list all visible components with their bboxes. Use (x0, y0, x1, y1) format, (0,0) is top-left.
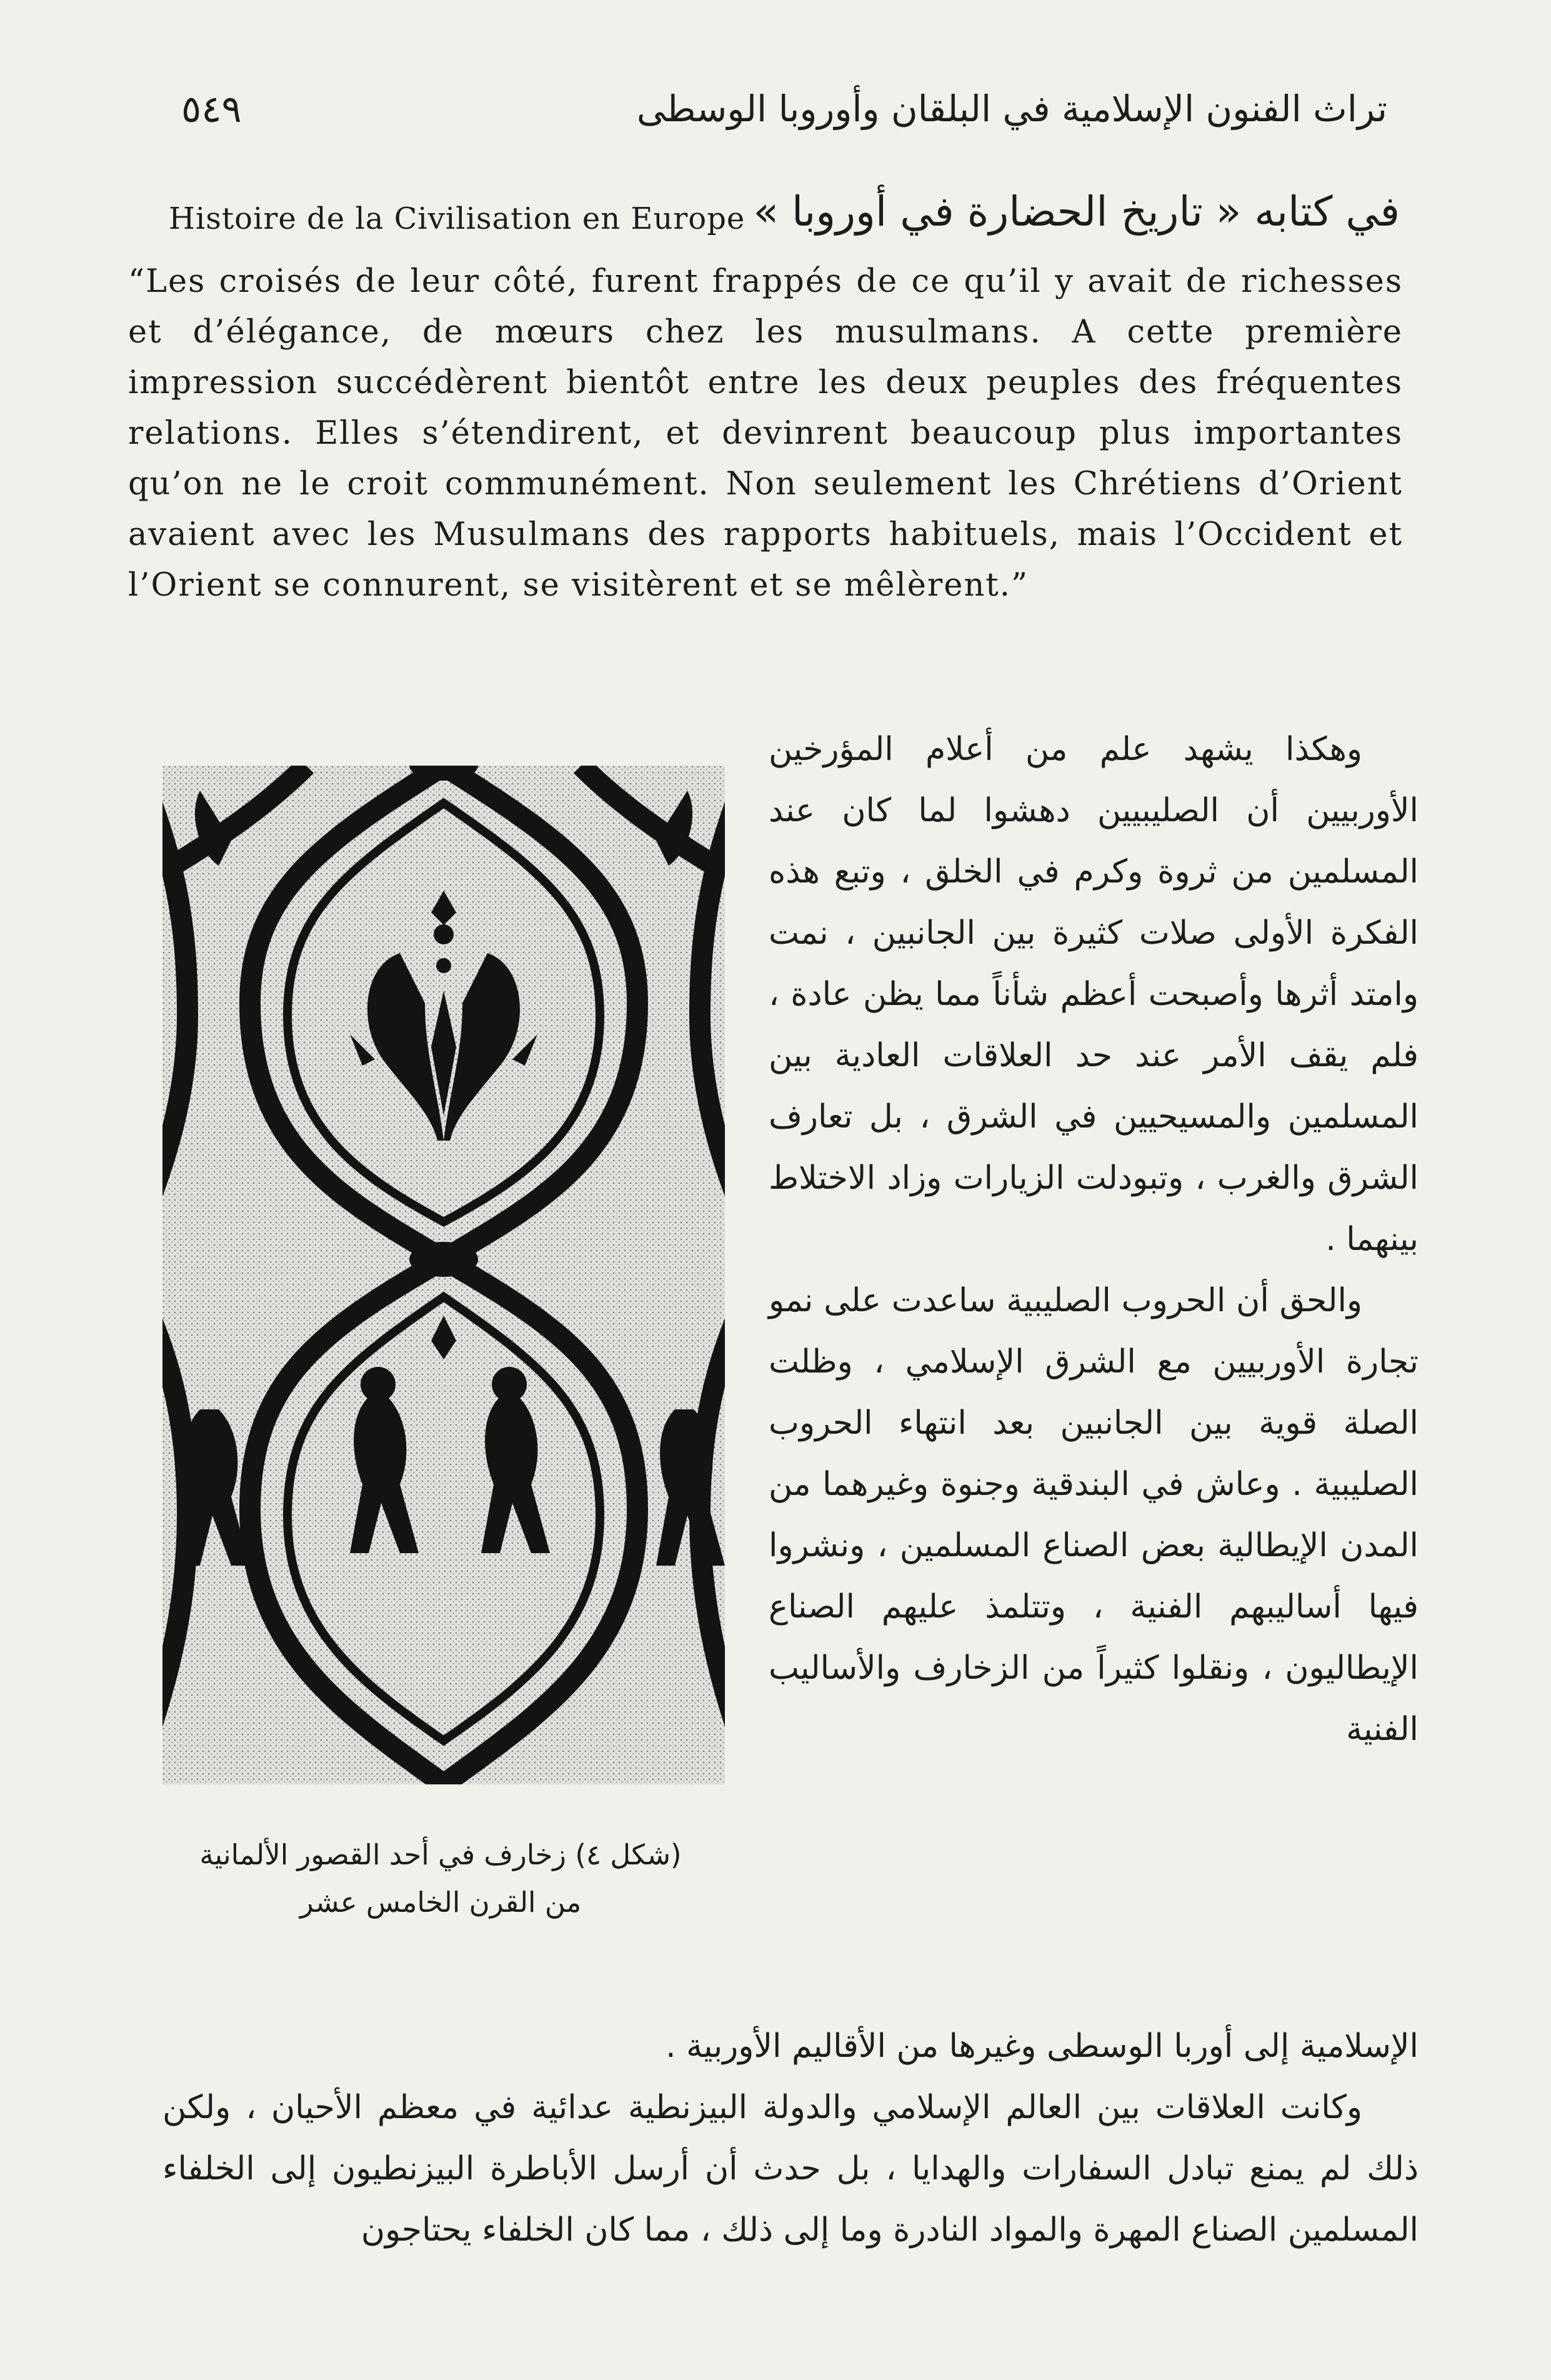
caption-line-2: من القرن الخامس عشر (299, 1886, 582, 1919)
page-number: ٥٤٩ (181, 88, 242, 131)
ornament-figure (162, 766, 725, 1784)
french-quotation: “Les croisés de leur côté, furent frappés de ce qu’il y avait de richesses et d’élégance, de mœurs chez les musulmans. A cette première impression succédèrent bientôt entre les deux peuples des fréquentes relations. Elles s’étendirent, et devinrent beaucoup plus importantes qu’on ne le croit communément. Non seulement les Chrétiens d’Orient avaient avec les Musulmans des rapports habituels, mais l’Occident et l’Orient se connurent, se visitèrent et se mêlèrent.” (128, 263, 1403, 604)
figure-caption (131, 1831, 750, 1926)
arabic-intro: في كتابه « تاريخ الحضارة في أوروبا » (753, 188, 1400, 236)
caption-line-1: (شكل ٤) زخارف في أحد القصور الألمانية (199, 1838, 682, 1871)
paragraph-3: وكانت العلاقات بين العالم الإسلامي والدولة البيزنطية عدائية في معظم الأحيان ، ولكن ذلك لم يمنع تبادل السفارات والهدايا ، بل حدث أن أرسل الأباطرة البيزنطيون إلى الخلفاء المسلمين الصناع المهرة والمواد النادرة وما إلى ذلك ، مما كان الخلفاء يحتاجون (162, 2089, 1419, 2249)
full-width-text (162, 2016, 1419, 2261)
running-title: تراث الفنون الإسلامية في البلقان وأوروبا الوسطى (636, 88, 1387, 130)
paragraph-1: وهكذا يشهد علم من أعلام المؤرخين الأوربيين أن الصليبيين دهشوا لما كان عند المسلمين من ثروة وكرم في الخلق ، وتبع هذه الفكرة الأولى صلات كثيرة بين الجانبين ، نمت وامتد أثرها وأصبحت أعظم شأناً مما يظن عادة ، فلم يقف الأمر عند حد العلاقات العادية بين المسلمين والمسيحيين في الشرق ، بل تعارف الشرق والغرب ، وتبودلت الزيارات وزاد الاختلاط بينهما . (769, 731, 1419, 1258)
paragraph-2: والحق أن الحروب الصليبية ساعدت على نمو تجارة الأوربيين مع الشرق الإسلامي ، وظلت الصلة قوية بين الجانبين بعد انتهاء الحروب الصليبية . وعاش في البندقية وجنوة وغيرهما من المدن الإيطالية بعض الصناع المسلمين ، ونشروا فيها أساليبهم الفنية ، وتتلمذ عليهم الصناع الإيطاليون ، ونقلوا كثيراً من الزخارف والأساليب الفنية (769, 1282, 1419, 1748)
ornament-illustration (162, 766, 725, 1784)
running-head (181, 88, 1387, 156)
column-text (769, 719, 1419, 2012)
french-book-title: Histoire de la Civilisation en Europe (169, 201, 746, 236)
paragraph-2-end: الإسلامية إلى أوربا الوسطى وغيرها من الأقاليم الأوربية . (666, 2028, 1419, 2065)
quote-intro (169, 188, 1400, 256)
